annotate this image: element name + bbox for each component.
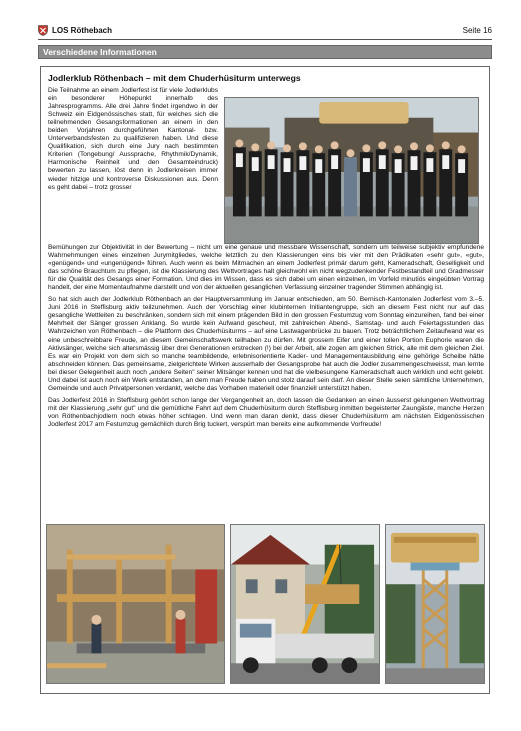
- article-paragraph: Das Jodlerfest 2016 in Steffisburg gehört schon lange der Vergangenheit an, doch lassen die Gedanken an einen äusserst gelungenen Wettvortrag mit der Klassierung „sehr gut" und die gemütliche Fahrt auf dem Chuderhüsiturm durch Steffisburg inmitten begeisterter Zaungäste, manche Herzen von Röthenbachjodlern noch etwas höher schlagen. Und wenn man daran denkt, dass dieser Chuderhüsiturm am nächsten Eidgenössischen Jodlerfest 2017 am Festumzug gemächlich durch Brig tuckert, verspürt man bereits eine aufkommende Vorfreude!: [48, 396, 484, 428]
- section-title: Verschiedene Informationen: [43, 47, 157, 57]
- coat-of-arms-icon: [38, 25, 48, 36]
- brand: [38, 25, 112, 36]
- section-title-bar: [38, 45, 492, 59]
- truck-crane-photo-image: [231, 525, 379, 683]
- article-paragraph: Bemühungen zur Objektivität in der Bewertung – nicht um eine genaue und messbare Wissenschaft, sondern um teilweise subjektiv empfundene Wahrnehmungen eines einzelnen Jurymitgliedes, welche letztlich zu den Klassierungen eins bis vier mit den Prädikaten «sehr gut», «gut», «genügend» und «ungenügend» führen. Auch wenn es beim Mitmachen an einem Jodlerfest primär darum geht, Kameradschaft, Geselligkeit und das schöne Brauchtum zu pflegen, ist die Klassierung des Wettvortrages halt gleichwohl ein nicht wegzudenkender Festbestandteil und Gradmesser für die Qualität des Gesangs einer Formation. Und dies im Wissen, dass es sich dabei um einen einzelnen, im Vorfeld minutiös eingeübten Vortrag handelt, der eine Momentaufnahme darstellt und von der aktuellen gesanglichen Verfassung einzelner tragender Stimmen abhängig ist.: [48, 244, 484, 292]
- article-box: [40, 66, 490, 694]
- tower-photo-image: [386, 525, 484, 683]
- group-photo: [224, 97, 479, 244]
- tower-photo: [385, 524, 485, 684]
- page-number: Seite 16: [462, 26, 492, 35]
- article-paragraph: So hat sich auch der Jodlerklub Röthenbach an der Hauptversammlung im Januar entschieden, am 50. Bernisch-Kantonalen Jodlerfest vom 3.–5. Juni 2016 in Steffisburg aktiv teilzunehmen. Auch der Vorschlag einer klubinternen Initiantengruppe, sich an diesem Fest nicht nur auf das gesangliche Wettleiten zu beschränken, sondern sich mit einem prägenden Bild in den grossen Festumzug vom Sonntag einzureihen, fand bei einer Mehrheit der Sänger grossen Anklang. So wurde kein Aufwand gescheut, mit zahlreichen Abend-, Samstag- und auch Feiertagsstunden das Wahrzeichen von Röthenbach – die Plattform des Chuderhüsiturms – auf eine Lastwagenbrücke zu bauen. Trotz beträchtlichem Zeitaufwand war es eine unbeschreibbare Freude, an diesem Gemeinschaftswerk teilhaben zu dürfen. Mit grossem Eifer und einer tollen Portion Euphorie waren die Aktivsänger, welche sich altersmässig über drei Generationen erstrecken (!) bei der Arbeit, alle zogen am gleichen Strick, alle mit dem gleichen Ziel. Es war ein Projekt von dem sich so manche teambildende, erlebnisorientierte Kader- und Managementausbildung eine gehörige Scheibe hätte abschneiden können. Das gemeinsame, zielgerichtete Wirken ausserhalb der Gesangsprobe hat auch die Jodler zusammengeschweisst, man lernte bei dieser Gelegenheit auch noch „andere Seiten" seiner Mitsänger kennen und hat die vielbesungene Kameradschaft auch wirklich und echt gelebt. Und dabei ist auch noch ein Werk entstanden, an dem man Freude haben und stolz darauf sein darf. An dieser Stelle seien sämtliche Unternehmen, Gemeinde und auch Privatpersonen verdankt, welche das Vorhaben materiell oder finanziell unterstützt haben.: [48, 296, 484, 392]
- brand-name: LOS Röthebach: [52, 26, 113, 35]
- truck-crane-photo: [230, 524, 380, 684]
- group-photo-image: [225, 98, 478, 243]
- construction-photo: [46, 524, 225, 684]
- article-intro: Die Teilnahme an einem Jodlerfest ist für viele Jodlerklubs ein besonderer Höhepunkt innerhalb des Jahresprogramms. Alle drei Jahre findet irgendwo in der Schweiz ein Eidgenössisches statt, für welches sich die teilnehmenden Gesangsformationen an einem in den beiden Vorjahren durchgeführten Kantonal- bzw. Unterverbandsfesten zu qualifizieren haben. Und diese Qualifikation, sich durch eine Jury nach bestimmten Kriterien (Tongebung/ Aussprache, Rhythmik/Dynamik, Harmonische Reinheit und den Gesamteindruck) bewerten zu lassen, löst denn in Jodlerkreisen immer wieder hitzige und kontroverse Diskussionen aus. Denn es geht dabei – trotz grosser: [48, 87, 218, 191]
- article-title: Jodlerklub Röthenbach – mit dem Chuderhüsiturm unterwegs: [48, 73, 301, 83]
- construction-photo-image: [47, 525, 224, 683]
- article-body: [48, 244, 484, 429]
- page-header: [38, 22, 492, 40]
